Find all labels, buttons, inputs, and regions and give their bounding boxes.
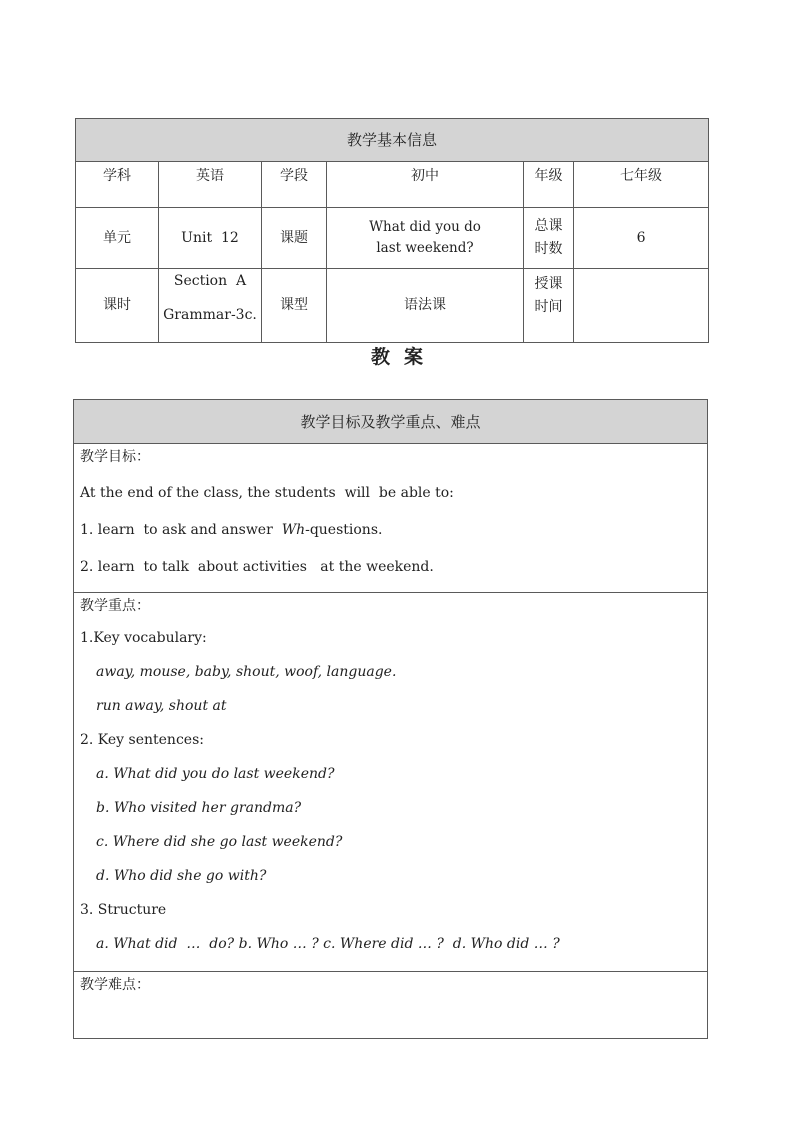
subject-label: 学科 bbox=[76, 162, 159, 208]
info-table-header: 教学基本信息 bbox=[76, 119, 709, 162]
objective-item-1 bbox=[80, 517, 701, 554]
key-points-label: 教学重点： bbox=[80, 598, 150, 614]
grade-label: 年级 bbox=[524, 162, 574, 208]
difficulties-section bbox=[74, 972, 708, 1039]
stage-label: 学段 bbox=[262, 162, 327, 208]
stage-value: 初中 bbox=[327, 162, 524, 208]
topic-label: 课题 bbox=[262, 208, 327, 269]
key-points-section bbox=[74, 593, 708, 972]
objectives-label: 教学目标： bbox=[80, 449, 150, 465]
plan-table-header: 教学目标及教学重点、难点 bbox=[74, 400, 708, 444]
objective-item-1-suffix: -questions. bbox=[305, 522, 383, 538]
total-periods-label: 总课时数 bbox=[524, 208, 574, 269]
period-value bbox=[159, 269, 262, 343]
grade-value: 七年级 bbox=[574, 162, 709, 208]
structure-line: a. What did … do? b. Who … ? c. Where did … ? d. Who did … ? bbox=[96, 936, 560, 952]
unit-value: Unit 12 bbox=[159, 208, 262, 269]
document-title: 教案 bbox=[370, 346, 437, 368]
lesson-type-label: 课型 bbox=[262, 269, 327, 343]
vocab-title: 1.Key vocabulary: bbox=[80, 630, 207, 646]
unit-label: 单元 bbox=[76, 208, 159, 269]
period-section: Section A bbox=[173, 273, 247, 289]
class-time-value bbox=[574, 269, 709, 343]
objective-item-1-emphasis: Wh bbox=[281, 522, 306, 538]
subject-value: 英语 bbox=[159, 162, 262, 208]
lesson-type-value: 语法课 bbox=[327, 269, 524, 343]
topic-value: What did you do last weekend? bbox=[327, 208, 524, 269]
vocab-line-2: run away, shout at bbox=[96, 698, 227, 714]
total-periods-value: 6 bbox=[574, 208, 709, 269]
period-label: 课时 bbox=[76, 269, 159, 343]
objectives-section bbox=[74, 444, 708, 593]
vocab-line-1: away, mouse, baby, shout, woof, language. bbox=[96, 664, 397, 680]
objective-item-1-text: 1. learn to ask and answer bbox=[80, 522, 282, 538]
lesson-plan-table bbox=[73, 399, 708, 1039]
class-time-label: 授课时间 bbox=[524, 269, 574, 343]
objective-item-2: 2. learn to talk about activities at the weekend. bbox=[80, 559, 434, 575]
objectives-intro: At the end of the class, the students will be able to: bbox=[80, 485, 454, 501]
sentence-item: c. Where did she go last weekend? bbox=[96, 834, 343, 850]
sentences-title: 2. Key sentences: bbox=[80, 732, 204, 748]
period-grammar: Grammar-3c. bbox=[163, 307, 257, 323]
basic-info-table bbox=[75, 118, 709, 343]
sentence-item: b. Who visited her grandma? bbox=[96, 800, 302, 816]
difficulties-label: 教学难点： bbox=[80, 977, 150, 993]
sentence-item: a. What did you do last weekend? bbox=[96, 766, 335, 782]
structure-title: 3. Structure bbox=[80, 902, 167, 918]
sentence-item: d. Who did she go with? bbox=[96, 868, 267, 884]
